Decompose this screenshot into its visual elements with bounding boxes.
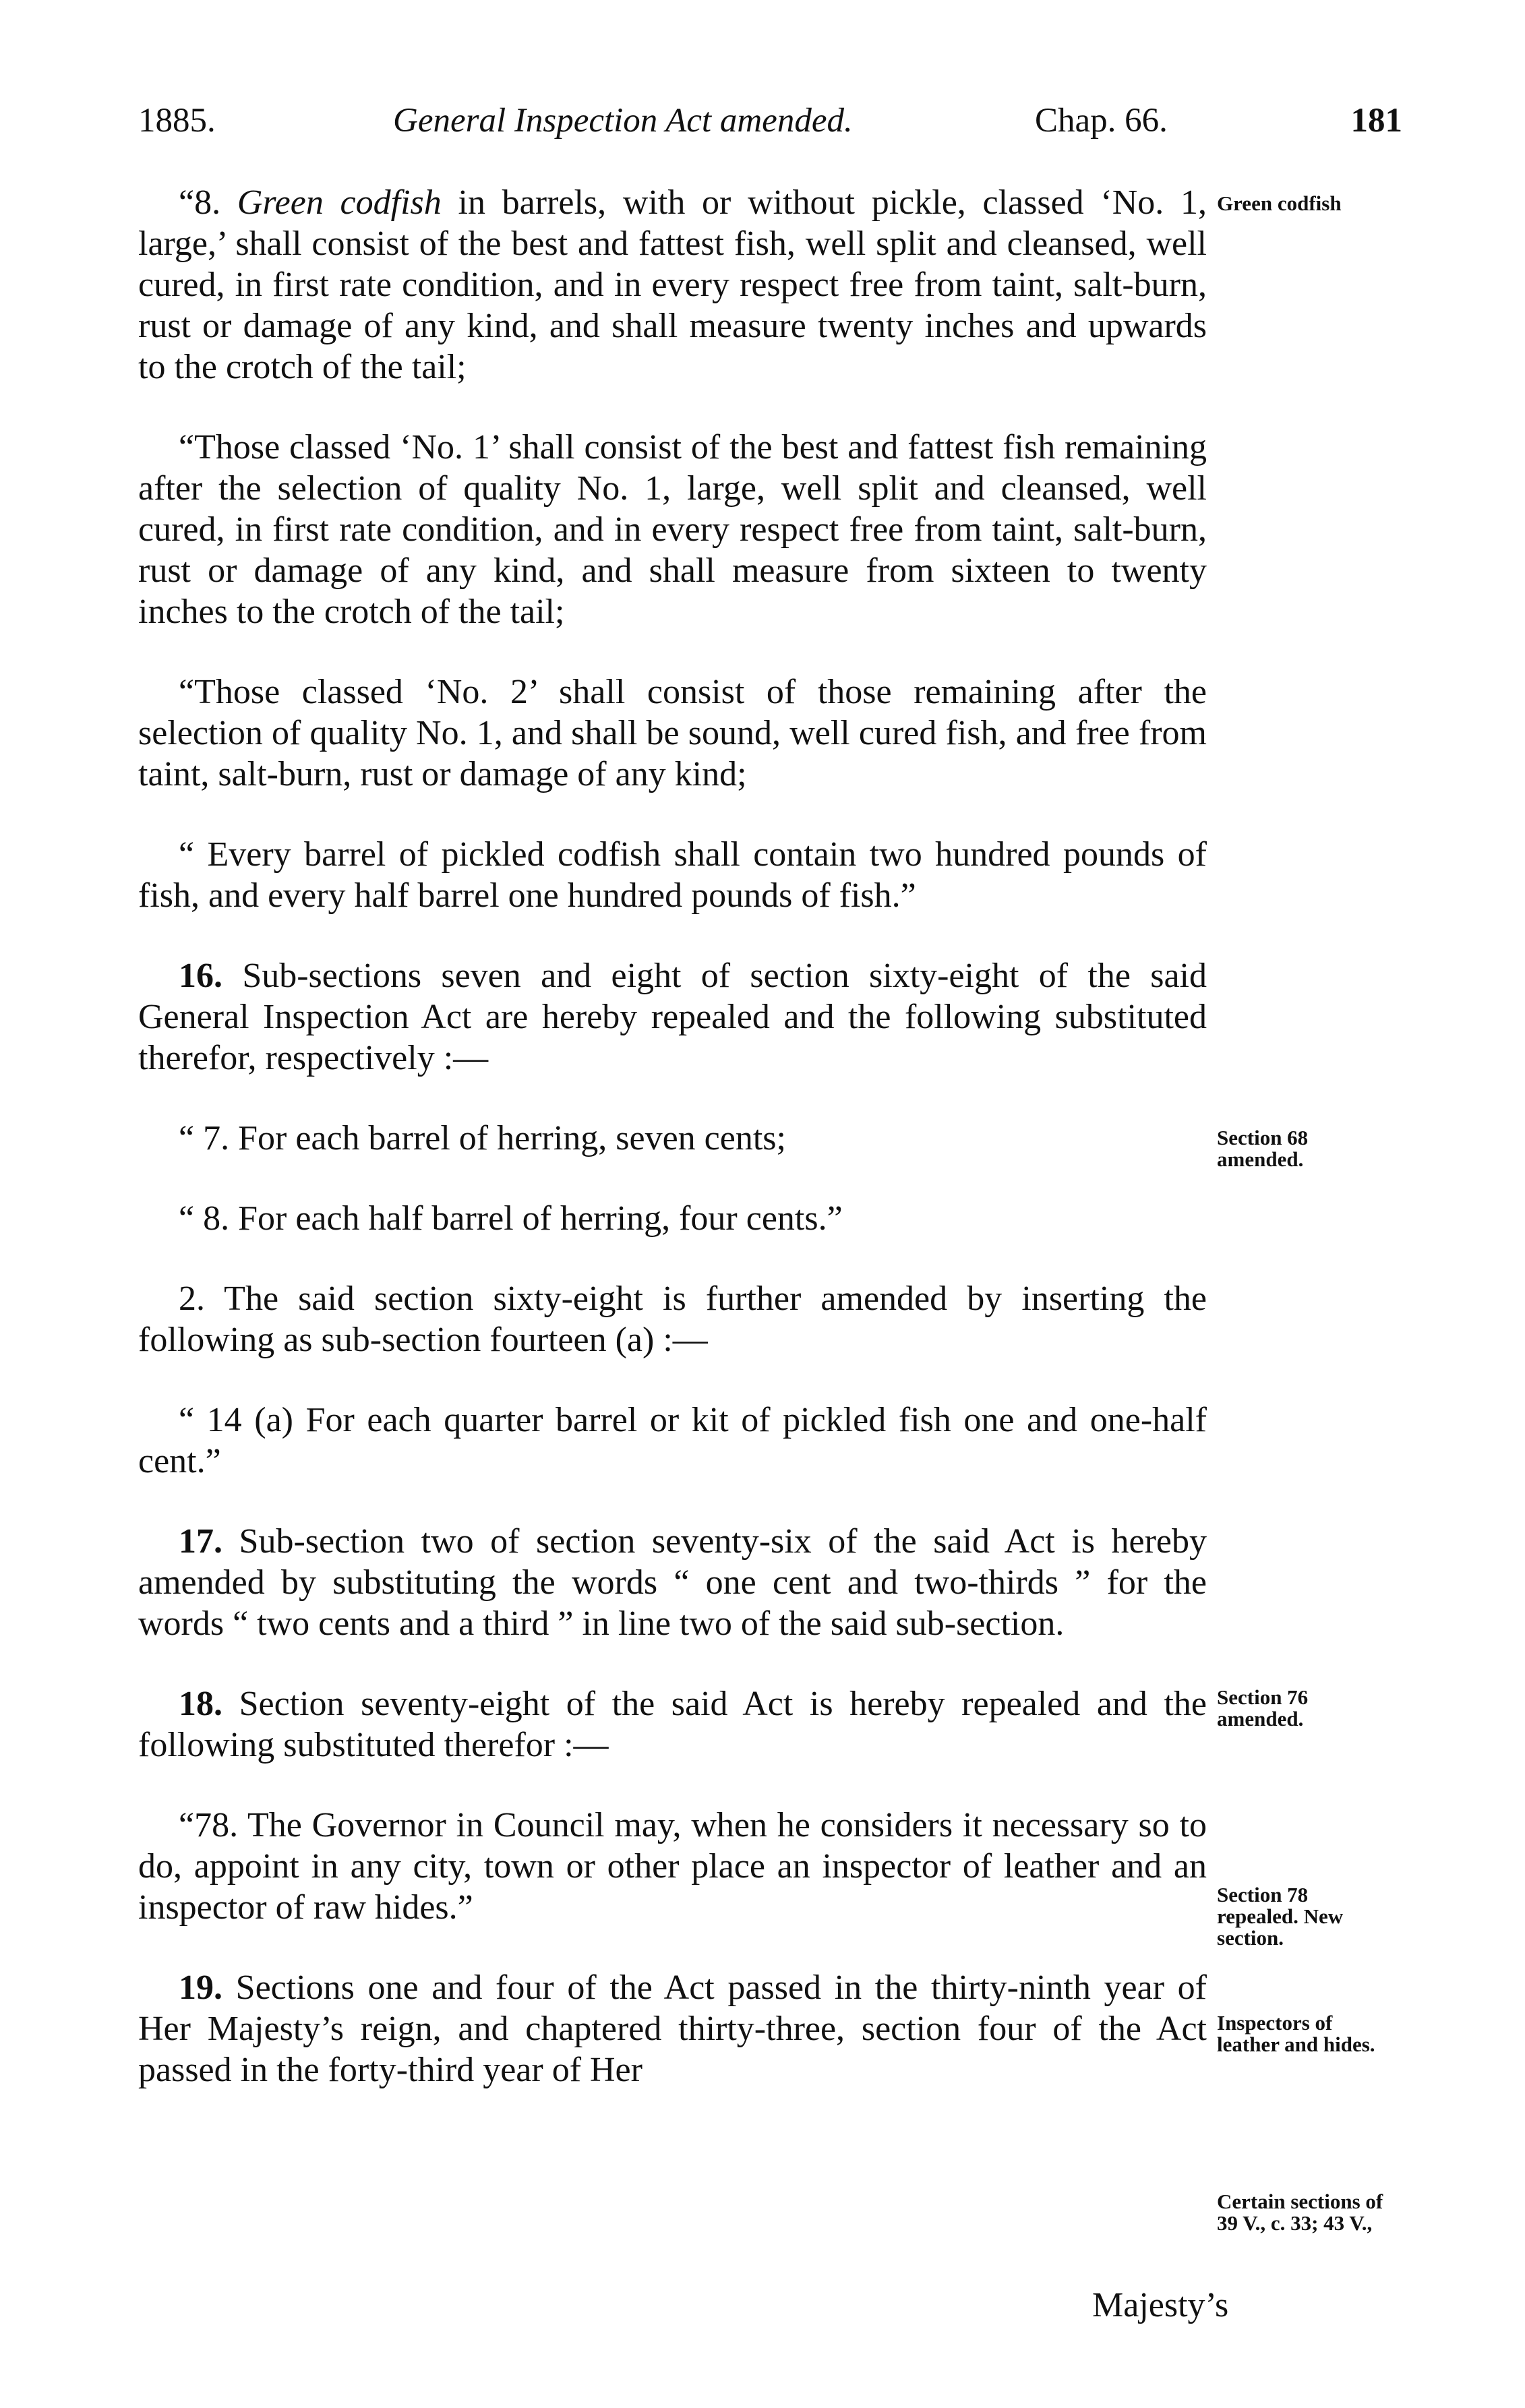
paragraph: “ 8. For each half barrel of herring, four cents.” (179, 1199, 843, 1238)
section-19: 19. Sections one and four of the Act passed in the thirty-ninth year of Her Majesty’s reign, and chaptered thirty-three, section four of the Act passed in the forty-third year of Her (138, 1968, 1207, 2089)
margin-note: Certain sections of 39 V., c. 33; 43 V., (1217, 2190, 1383, 2235)
margin-note: Section 68 amended. (1217, 1126, 1309, 1171)
paragraph: “ Every barrel of pickled codfish shall contain two hundred pounds of fish, and every half barrel one hundred pounds of fish.” (138, 835, 1207, 915)
section-17: 17. Sub-section two of section seventy-six of the said Act is hereby amended by substituting the words “ one cent and two-thirds ” for the words “ two cents and a third ” in line two of the said sub-section. (138, 1522, 1207, 1643)
statute-text (138, 182, 1207, 2130)
section-number: 18. (179, 1685, 222, 1723)
margin-note: Section 78 repealed. New section. (1217, 1883, 1344, 1950)
catchword: Majesty’s (1092, 2286, 1229, 2324)
margin-note: Section 76 amended. (1217, 1685, 1309, 1730)
header-year: 1885. (138, 102, 216, 140)
paragraph: “Those classed ‘No. 2’ shall consist of those remaining after the selection of quality No. 1, and shall be sound, well cured fish, and free from taint, salt-burn, rust or damage of any kind; (138, 673, 1207, 793)
margin-note: Green codfish (1217, 191, 1342, 215)
paragraph: “Those classed ‘No. 1’ shall consist of the best and fattest fish remaining after the selection of quality No. 1, large, well split and cleansed, well cured, in first rate condition, and in every respect free from taint, salt-burn, rust or damage of any kind, and shall measure from sixteen to twenty inches to the crotch of the tail; (138, 428, 1207, 631)
header-chapter: Chap. 66. (1035, 102, 1168, 140)
paragraph: 2. The said section sixty-eight is further amended by inserting the following as sub-section fourteen (a) :— (138, 1280, 1207, 1359)
paragraph: “8. Green codfish in barrels, with or without pickle, classed ‘No. 1, large,’ shall consist of the best and fattest fish, well split and cleansed, well cured, in first rate condition, and in every respect free from taint, salt-burn, rust or damage of any kind, and shall measure twenty inches and upwards to the crotch of the tail; (138, 183, 1207, 386)
section-number: 16. (179, 957, 222, 995)
margin-note: Inspectors of leather and hides. (1217, 2011, 1375, 2056)
paragraph: “ 14 (a) For each quarter barrel or kit of pickled fish one and one-half cent.” (138, 1401, 1207, 1480)
section-number: 17. (179, 1522, 222, 1561)
section-16: 16. Sub-sections seven and eight of section sixty-eight of the said General Inspection Act are hereby repealed and the following substituted therefor, respectively :— (138, 957, 1207, 1077)
paragraph: “ 7. For each barrel of herring, seven cents; (179, 1119, 786, 1157)
header-title: General Inspection Act amended. (393, 102, 853, 140)
page-number: 181 (1350, 102, 1402, 140)
new-section-78: “78. The Governor in Council may, when he considers it necessary so to do, appoint in any city, town or other place an inspector of leather and an inspector of raw hides.” (138, 1806, 1207, 1927)
section-number: 19. (179, 1968, 222, 2007)
section-18: 18. Section seventy-eight of the said Act is hereby repealed and the following substituted therefor :— (138, 1685, 1207, 1764)
running-header (138, 101, 1402, 155)
